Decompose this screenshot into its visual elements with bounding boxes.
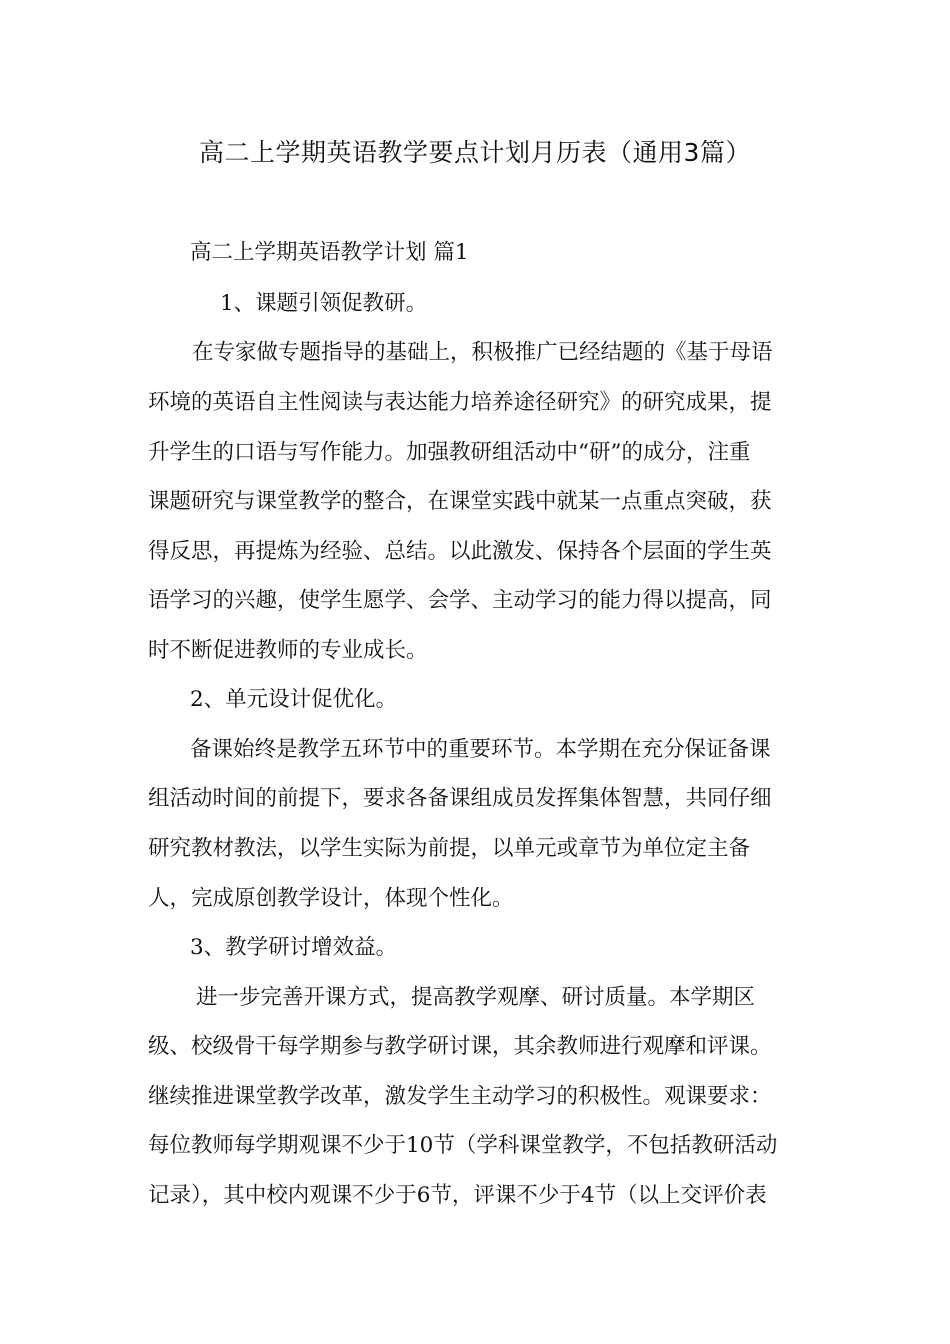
- document-title: 高二上学期英语教学要点计划月历表（通用3篇）: [199, 138, 751, 167]
- paragraph-line: 升学生的口语与写作能力。加强教研组活动中“研”的成分，注重: [148, 440, 751, 465]
- item-heading-2: 2、单元设计促优化。: [190, 687, 398, 712]
- paragraph-line: 课题研究与课堂教学的整合，在课堂实践中就某一点重点突破，获: [148, 489, 772, 514]
- paragraph-line: 级、校级骨干每学期参与教学研讨课，其余教师进行观摩和评课。: [148, 1034, 772, 1059]
- item-heading-3: 3、教学研讨增效益。: [190, 935, 398, 960]
- paragraph-line: 环境的英语自主性阅读与表达能力培养途径研究》的研究成果，提: [148, 390, 772, 415]
- paragraph-line: 得反思，再提炼为经验、总结。以此激发、保持各个层面的学生英: [148, 539, 772, 564]
- section-title: 高二上学期英语教学计划 篇1: [190, 240, 469, 265]
- item-heading-1: 1、课题引领促教研。: [220, 291, 428, 316]
- paragraph-line: 继续推进课堂教学改革，激发学生主动学习的积极性。观课要求：: [148, 1084, 772, 1109]
- paragraph-line: 语学习的兴趣，使学生愿学、会学、主动学习的能力得以提高，同: [148, 588, 772, 613]
- paragraph-line: 在专家做专题指导的基础上，积极推广已经结题的《基于母语: [192, 340, 773, 365]
- paragraph-line: 时不断促进教师的专业成长。: [148, 638, 428, 663]
- paragraph-line: 进一步完善开课方式，提高教学观摩、研讨质量。本学期区: [196, 985, 756, 1010]
- paragraph-line: 每位教师每学期观课不少于10节（学科课堂教学，不包括教研活动: [148, 1133, 778, 1158]
- paragraph-line: 组活动时间的前提下，要求各备课组成员发挥集体智慧，共同仔细: [148, 786, 772, 811]
- paragraph-line: 记录），其中校内观课不少于6节，评课不少于4节（以上交评价表: [148, 1183, 767, 1208]
- paragraph-line: 备课始终是教学五环节中的重要环节。本学期在充分保证备课: [190, 737, 771, 762]
- paragraph-line: 研究教材教法，以学生实际为前提，以单元或章节为单位定主备: [148, 836, 751, 861]
- paragraph-line: 人，完成原创教学设计，体现个性化。: [148, 886, 514, 911]
